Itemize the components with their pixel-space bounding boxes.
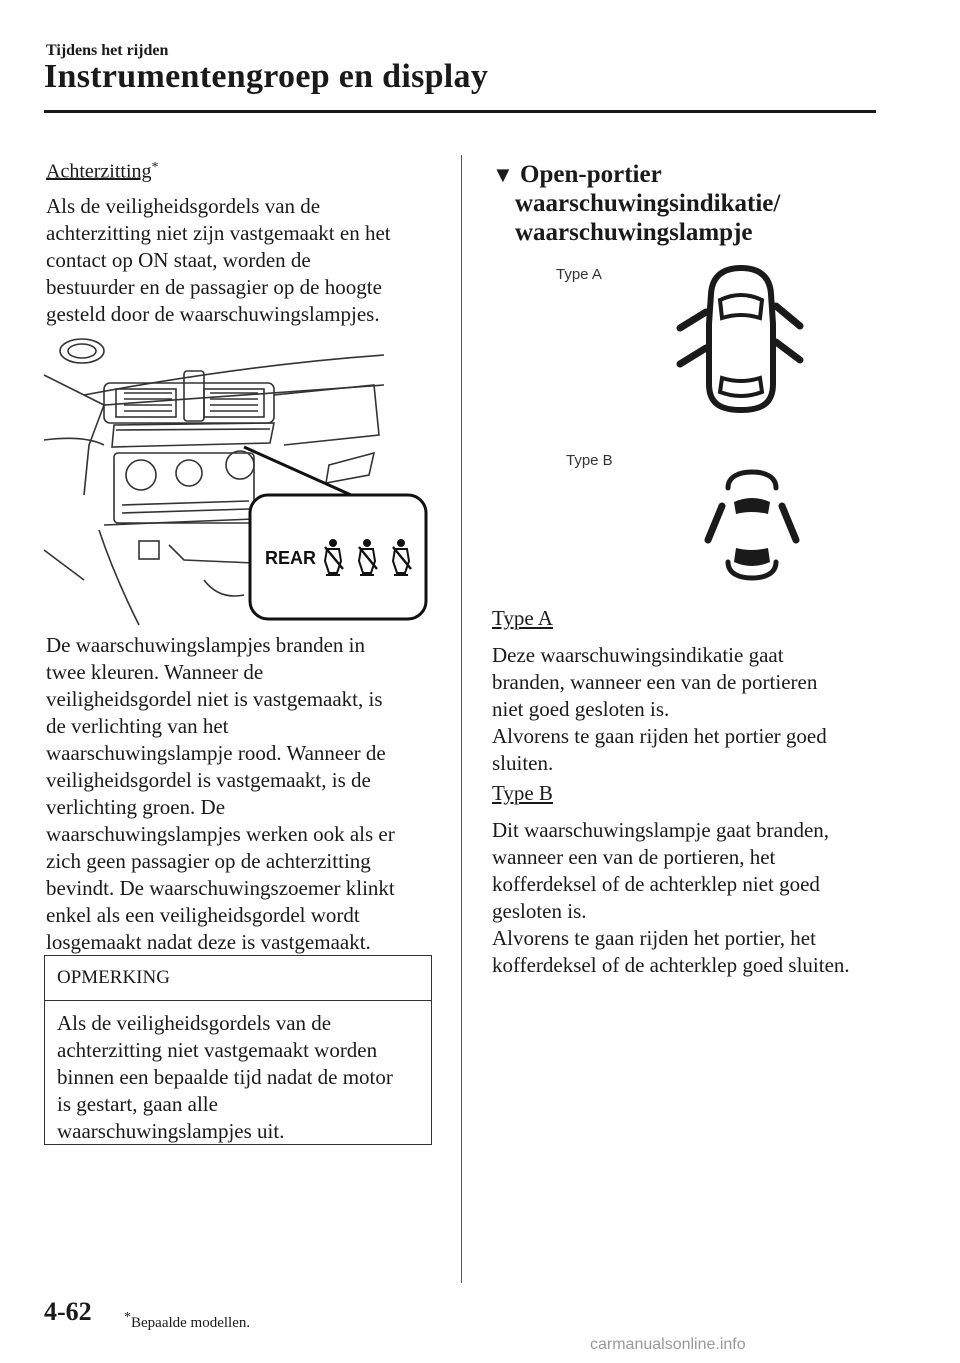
door-open-warning-icon (700, 466, 804, 584)
watermark: carmanualsonline.info (590, 1336, 746, 1353)
intro-paragraph: Als de veiligheidsgordels van de achterzitting niet zijn vastgemaakt en het contact op ON staat, worden de bestuurder en de passagier op de hoogte gesteld door de waarschuwingslampjes. (46, 194, 391, 326)
type-b-label: Type B (566, 452, 613, 469)
type-b-paragraph: Dit waarschuwingslampje gaat branden, wanneer een van de portieren, het kofferdeksel of de achterklep niet goed gesloten is. Alvorens te gaan rijden het portier, het kofferdeksel of de achterklep goed sluiten. (492, 818, 850, 977)
dashboard-illustration (44, 335, 434, 625)
car-doors-open-icon (676, 264, 806, 414)
type-a-heading: Type A (492, 606, 553, 630)
door-warning-heading-line3: waarschuwingslampje (515, 219, 753, 246)
note-box (44, 955, 432, 1145)
rear-label: REAR (265, 548, 317, 568)
subheading-text: Achterzitting (46, 160, 152, 183)
type-a-label: Type A (556, 266, 602, 283)
header-rule (44, 110, 876, 113)
footnote: *Bepaalde modellen. (124, 1310, 251, 1331)
note-heading: OPMERKING (45, 956, 431, 1001)
subheading-rear-seat (46, 160, 159, 183)
page-title: Instrumentengroep en display (44, 58, 489, 95)
door-warning-heading: ▼ Open-portier (492, 161, 662, 188)
body-paragraph: De waarschuwingslampjes branden in twee kleuren. Wanneer de veiligheidsgordel niet is vastgemaakt, is de verlichting van het waarschuwingslampje rood. Wanneer de veiligheidsgordel is vastgemaakt, is de verlichting groen. De waarschuwingslampjes werken ook als er zich geen passagier op de achterzitting bevindt. De waarschuwingszoemer klinkt enkel als een veiligheidsgordel wordt losgemaakt nadat deze is vastgemaakt. (46, 633, 395, 954)
star-icon: * (124, 1310, 131, 1325)
star-icon: * (151, 160, 159, 175)
type-b-heading: Type B (492, 781, 553, 805)
note-body: Als de veiligheidsgordels van de achterzitting niet vastgemaakt worden binnen een bepaalde tijd nadat de motor is gestart, gaan alle waarschuwingslampjes uit. (57, 1011, 393, 1143)
section-label: Tijdens het rijden (46, 42, 169, 59)
triangle-marker-icon: ▼ (492, 162, 514, 187)
column-divider (461, 155, 462, 1283)
type-a-paragraph: Deze waarschuwingsindikatie gaat branden, wanneer een van de portieren niet goed gesloten is. Alvorens te gaan rijden het portier goed sluiten. (492, 643, 827, 775)
page-number: 4-62 (44, 1297, 92, 1326)
door-warning-heading-line2: waarschuwingsindikatie/ (515, 190, 781, 217)
